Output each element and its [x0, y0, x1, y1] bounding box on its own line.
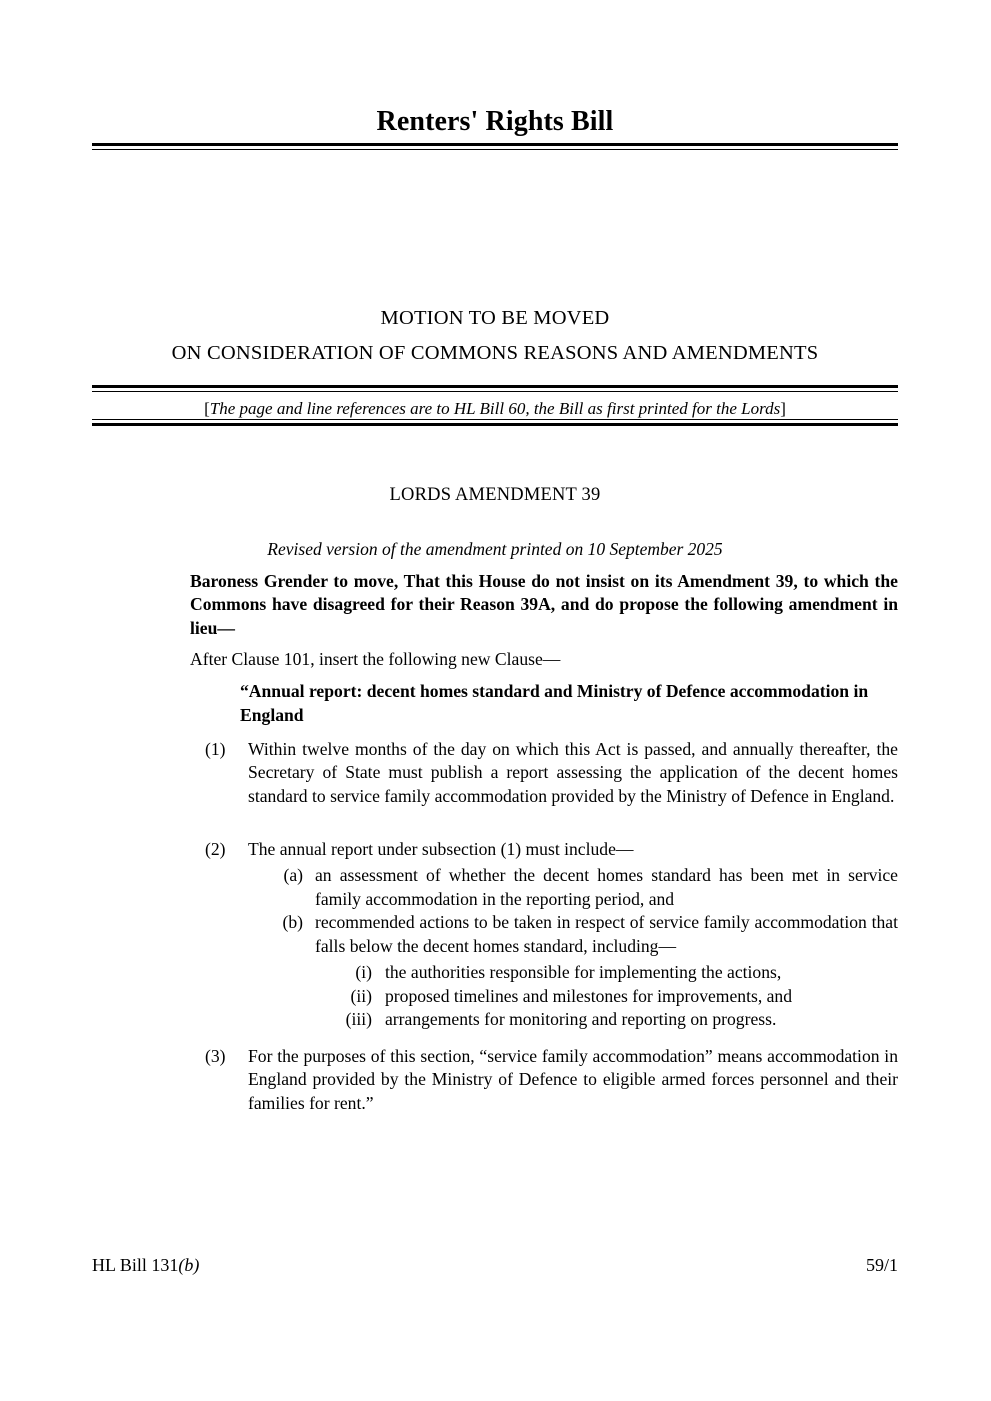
list-item: [205, 838, 898, 1030]
subsection-text: For the purposes of this section, “service family accommodation” means accommodation in England provided by the Ministry of Defence to eligible armed forces personnel and their families for rent.”: [248, 1046, 898, 1113]
subsection-3: [205, 1045, 898, 1115]
list-item: [270, 911, 898, 1030]
note-open-bracket: [: [204, 399, 210, 418]
page-title: Renters' Rights Bill: [376, 106, 614, 137]
motion-heading-secondary: ON CONSIDERATION OF COMMONS REASONS AND AMENDMENTS: [171, 342, 819, 364]
sub-paragraph-list: [330, 961, 792, 1031]
paragraph-marker: (a): [283, 865, 303, 886]
list-item: [205, 738, 898, 808]
amendment-number: LORDS AMENDMENT 39: [389, 485, 601, 505]
sub-paragraph-text: the authorities responsible for implementing the actions,: [385, 962, 782, 983]
motion-heading-primary: MOTION TO BE MOVED: [380, 307, 610, 329]
subsection-text: The annual report under subsection (1) must include—: [248, 839, 634, 859]
revised-version-note: Revised version of the amendment printed on 10 September 2025: [267, 539, 723, 559]
bill-number: [92, 1255, 199, 1277]
subsection-marker: (1): [205, 739, 226, 759]
subsection-1: [205, 738, 898, 808]
subsection-2: [205, 838, 898, 1030]
paragraph-text: recommended actions to be taken in respect of service family accommodation that falls below the decent homes standard, including—: [315, 912, 898, 956]
title-rule-thick: [92, 143, 898, 146]
title-rule-thin: [92, 149, 898, 150]
list-item: [205, 1045, 898, 1115]
sub-paragraph-text: proposed timelines and milestones for improvements, and: [385, 985, 793, 1006]
subsection-text: Within twelve months of the day on which this Act is passed, and annually thereafter, the Secretary of State must publish a report assessing the application of the decent homes standard to service family accommodation provided by the Ministry of Defence in England.: [248, 739, 898, 806]
motion-paragraph: Baroness Grender to move, That this House do not insist on its Amendment 39, to which the Commons have disagreed for their Reason 39A, and do propose the following amendment in lieu—: [190, 571, 898, 638]
list-item: [270, 864, 898, 911]
new-clause-heading: “Annual report: decent homes standard and Ministry of Defence accommodation in England: [240, 681, 869, 725]
sub-paragraph-marker: (iii): [345, 1009, 372, 1030]
sub-paragraph-text: arrangements for monitoring and reporting on progress.: [385, 1009, 777, 1030]
paragraph-marker: (b): [282, 912, 303, 933]
sub-paragraph-marker: (ii): [350, 985, 372, 1006]
paragraph-list: [270, 864, 898, 1030]
paragraph-text: an assessment of whether the decent homes standard has been met in service family accommodation in the reporting period, and: [315, 865, 898, 909]
note-rule-bottom-thick: [92, 423, 898, 426]
page-reference-note: [92, 398, 898, 419]
bill-number-prefix: HL Bill 131: [92, 1255, 179, 1275]
subsection-marker: (3): [205, 1046, 226, 1066]
note-text: The page and line references are to HL Bill 60, the Bill as first printed for the Lords: [209, 399, 781, 418]
list-item: [330, 985, 792, 1008]
note-close-bracket: ]: [780, 399, 786, 418]
list-item: [330, 961, 792, 984]
page-number: 59/1: [865, 1255, 898, 1275]
subsection-marker: (2): [205, 839, 226, 859]
sub-paragraph-marker: (i): [355, 962, 372, 983]
bill-number-suffix: (b): [178, 1255, 200, 1275]
note-rule-bottom-thin: [92, 419, 898, 420]
list-item: [330, 1008, 792, 1031]
note-rule-top-thick: [92, 385, 898, 388]
insert-clause-line: After Clause 101, insert the following new Clause—: [190, 649, 561, 669]
note-rule-top-thin: [92, 391, 898, 392]
